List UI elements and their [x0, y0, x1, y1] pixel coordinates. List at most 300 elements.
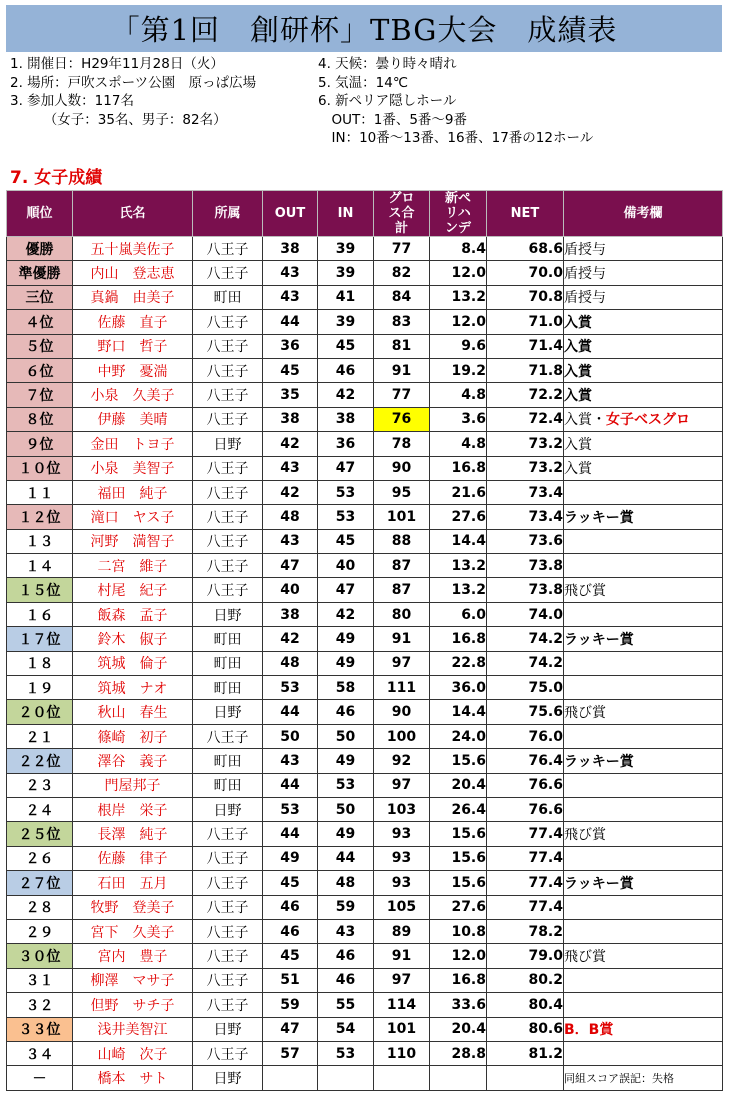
row-name: 佐藤 律子	[73, 846, 193, 870]
row-handicap: 27.6	[430, 895, 487, 919]
row-net: 70.8	[487, 285, 564, 309]
row-net: 72.4	[487, 407, 564, 431]
row-notes	[564, 554, 723, 578]
table-row	[7, 480, 723, 504]
row-in: 49	[318, 822, 374, 846]
table-row	[7, 651, 723, 675]
row-notes	[564, 871, 723, 895]
row-notes	[564, 651, 723, 675]
header-name: 氏名	[73, 191, 193, 237]
row-affiliation: 八王子	[193, 407, 263, 431]
row-in: 53	[318, 505, 374, 529]
results-table	[6, 190, 723, 1091]
row-net: 81.2	[487, 1041, 564, 1065]
row-name: 鈴木 俶子	[73, 627, 193, 651]
row-gross: 77	[374, 383, 430, 407]
row-note-text: 入賞	[564, 461, 592, 478]
row-affiliation: 町田	[193, 627, 263, 651]
row-note-award: B．B賞	[564, 1022, 614, 1039]
row-notes	[564, 700, 723, 724]
row-in: 47	[318, 578, 374, 602]
table-row	[7, 724, 723, 748]
row-in: 40	[318, 554, 374, 578]
table-row	[7, 749, 723, 773]
row-in: 55	[318, 993, 374, 1017]
row-net: 78.2	[487, 919, 564, 943]
row-in: 43	[318, 919, 374, 943]
row-in: 50	[318, 724, 374, 748]
row-rank: ２５位	[7, 822, 73, 846]
row-in: 39	[318, 310, 374, 334]
row-handicap: 16.8	[430, 456, 487, 480]
row-note-text: 盾授与	[564, 266, 606, 283]
row-gross: 91	[374, 358, 430, 382]
row-out: 44	[263, 773, 318, 797]
row-out: 44	[263, 700, 318, 724]
row-name: 浅井美智江	[73, 1017, 193, 1041]
row-affiliation: 八王子	[193, 554, 263, 578]
row-name: 筑城 ナオ	[73, 676, 193, 700]
row-note-text: ラッキー賞	[564, 753, 634, 770]
row-affiliation: 町田	[193, 676, 263, 700]
row-net: 77.4	[487, 846, 564, 870]
row-handicap: 19.2	[430, 358, 487, 382]
row-affiliation: 日野	[193, 797, 263, 821]
row-note-text: 飛び賞	[564, 705, 606, 722]
table-row	[7, 578, 723, 602]
row-handicap: 15.6	[430, 871, 487, 895]
row-out: 49	[263, 846, 318, 870]
row-note-text: ラッキー賞	[564, 509, 634, 526]
row-name: 但野 サチ子	[73, 993, 193, 1017]
row-rank: ６位	[7, 358, 73, 382]
row-in: 44	[318, 846, 374, 870]
row-gross: 90	[374, 456, 430, 480]
table-row	[7, 773, 723, 797]
row-rank: １５位	[7, 578, 73, 602]
row-net: 73.2	[487, 432, 564, 456]
row-affiliation: 八王子	[193, 895, 263, 919]
row-gross: 103	[374, 797, 430, 821]
row-rank: ９位	[7, 432, 73, 456]
row-out: 44	[263, 310, 318, 334]
row-in: 39	[318, 261, 374, 285]
row-in: 41	[318, 285, 374, 309]
row-in: 46	[318, 944, 374, 968]
row-rank: ２０位	[7, 700, 73, 724]
row-rank: ２６	[7, 846, 73, 870]
row-in: 49	[318, 627, 374, 651]
row-gross: 83	[374, 310, 430, 334]
row-net: 71.0	[487, 310, 564, 334]
row-handicap: 26.4	[430, 797, 487, 821]
row-rank: １３	[7, 529, 73, 553]
info-weather: 4. 天候：曇り時々晴れ	[318, 56, 457, 72]
row-name: 篠崎 初子	[73, 724, 193, 748]
row-notes	[564, 432, 723, 456]
row-out: 45	[263, 358, 318, 382]
row-rank: １４	[7, 554, 73, 578]
row-gross: 91	[374, 944, 430, 968]
row-name: 橋本 サト	[73, 1066, 193, 1090]
row-net: 80.4	[487, 993, 564, 1017]
row-gross: 88	[374, 529, 430, 553]
table-row	[7, 407, 723, 431]
row-notes	[564, 456, 723, 480]
row-notes	[564, 261, 723, 285]
row-net: 77.4	[487, 895, 564, 919]
row-net: 79.0	[487, 944, 564, 968]
row-out: 42	[263, 627, 318, 651]
row-affiliation: 八王子	[193, 310, 263, 334]
row-notes	[564, 993, 723, 1017]
row-gross: 114	[374, 993, 430, 1017]
row-gross: 97	[374, 773, 430, 797]
row-rank: ３２	[7, 993, 73, 1017]
row-rank: 準優勝	[7, 261, 73, 285]
row-gross: 93	[374, 822, 430, 846]
row-out: 59	[263, 993, 318, 1017]
row-rank: ２７位	[7, 871, 73, 895]
row-net: 71.4	[487, 334, 564, 358]
row-in: 39	[318, 237, 374, 261]
row-affiliation: 八王子	[193, 919, 263, 943]
row-net: 74.2	[487, 651, 564, 675]
row-notes	[564, 724, 723, 748]
event-info-right	[318, 56, 593, 149]
row-affiliation: 八王子	[193, 871, 263, 895]
row-out: 42	[263, 432, 318, 456]
row-net: 72.2	[487, 383, 564, 407]
row-net: 71.8	[487, 358, 564, 382]
row-name: 柳澤 マサ子	[73, 968, 193, 992]
row-gross: 81	[374, 334, 430, 358]
row-handicap: 27.6	[430, 505, 487, 529]
table-row	[7, 261, 723, 285]
row-out: 36	[263, 334, 318, 358]
row-notes	[564, 1017, 723, 1041]
row-in: 53	[318, 773, 374, 797]
row-affiliation: 日野	[193, 700, 263, 724]
row-out: 47	[263, 554, 318, 578]
row-net: 76.6	[487, 773, 564, 797]
row-net: 73.8	[487, 578, 564, 602]
row-notes	[564, 968, 723, 992]
row-gross: 93	[374, 846, 430, 870]
row-handicap: 6.0	[430, 602, 487, 626]
row-note-text: 盾授与	[564, 241, 606, 258]
row-name: 伊藤 美晴	[73, 407, 193, 431]
row-net: 80.2	[487, 968, 564, 992]
row-notes	[564, 1041, 723, 1065]
table-row	[7, 505, 723, 529]
row-rank: ２３	[7, 773, 73, 797]
row-rank: １８	[7, 651, 73, 675]
row-rank: ４位	[7, 310, 73, 334]
row-gross: 91	[374, 627, 430, 651]
row-handicap: 13.2	[430, 285, 487, 309]
row-handicap: 14.4	[430, 529, 487, 553]
row-net	[487, 1066, 564, 1090]
row-gross	[374, 1066, 430, 1090]
row-notes	[564, 480, 723, 504]
row-in: 50	[318, 797, 374, 821]
row-affiliation: 日野	[193, 602, 263, 626]
row-handicap: 15.6	[430, 846, 487, 870]
table-row	[7, 358, 723, 382]
row-affiliation: 町田	[193, 285, 263, 309]
row-in: 46	[318, 968, 374, 992]
row-name: 二宮 維子	[73, 554, 193, 578]
row-handicap: 9.6	[430, 334, 487, 358]
header-net: NET	[487, 191, 564, 237]
row-name: 宮内 豊子	[73, 944, 193, 968]
row-affiliation: 八王子	[193, 944, 263, 968]
row-affiliation: 八王子	[193, 456, 263, 480]
row-rank: ３３位	[7, 1017, 73, 1041]
row-gross: 105	[374, 895, 430, 919]
row-note-text: ラッキー賞	[564, 875, 634, 892]
header-notes: 備考欄	[564, 191, 723, 237]
row-in: 45	[318, 334, 374, 358]
row-affiliation: 八王子	[193, 822, 263, 846]
row-rank: 優勝	[7, 237, 73, 261]
row-notes	[564, 944, 723, 968]
row-rank: ８位	[7, 407, 73, 431]
row-name: 秋山 春生	[73, 700, 193, 724]
row-rank: ２８	[7, 895, 73, 919]
table-row	[7, 237, 723, 261]
row-gross: 100	[374, 724, 430, 748]
row-out: 50	[263, 724, 318, 748]
row-out: 38	[263, 237, 318, 261]
row-affiliation: 日野	[193, 432, 263, 456]
row-rank: ２２位	[7, 749, 73, 773]
section-title: 7. 女子成績	[10, 168, 103, 188]
row-handicap: 13.2	[430, 554, 487, 578]
table-row	[7, 993, 723, 1017]
row-out: 48	[263, 651, 318, 675]
row-handicap: 16.8	[430, 627, 487, 651]
row-affiliation: 町田	[193, 651, 263, 675]
row-net: 77.4	[487, 871, 564, 895]
table-row	[7, 895, 723, 919]
row-out: 43	[263, 285, 318, 309]
row-rank: １９	[7, 676, 73, 700]
table-row	[7, 944, 723, 968]
row-name: 河野 満智子	[73, 529, 193, 553]
row-out: 47	[263, 1017, 318, 1041]
row-out: 38	[263, 407, 318, 431]
row-handicap: 12.0	[430, 310, 487, 334]
row-name: 小泉 美智子	[73, 456, 193, 480]
row-out: 45	[263, 944, 318, 968]
row-name: 筑城 倫子	[73, 651, 193, 675]
row-gross: 78	[374, 432, 430, 456]
table-row	[7, 334, 723, 358]
row-in: 48	[318, 871, 374, 895]
row-note-text: 入賞	[564, 436, 592, 453]
row-affiliation: 八王子	[193, 480, 263, 504]
row-affiliation: 八王子	[193, 993, 263, 1017]
row-notes	[564, 1066, 723, 1090]
row-handicap: 4.8	[430, 432, 487, 456]
table-row	[7, 1017, 723, 1041]
row-in: 42	[318, 602, 374, 626]
row-notes	[564, 895, 723, 919]
table-row	[7, 432, 723, 456]
row-in: 36	[318, 432, 374, 456]
row-gross: 76	[374, 407, 430, 431]
row-handicap: 13.2	[430, 578, 487, 602]
row-gross: 110	[374, 1041, 430, 1065]
row-rank: １２位	[7, 505, 73, 529]
info-temperature: 5. 気温：14℃	[318, 74, 409, 91]
row-in: 59	[318, 895, 374, 919]
row-rank: －	[7, 1066, 73, 1090]
row-net: 73.2	[487, 456, 564, 480]
row-notes	[564, 358, 723, 382]
row-note-text: 同組スコア誤記：失格	[564, 1071, 674, 1085]
table-row	[7, 602, 723, 626]
row-notes	[564, 529, 723, 553]
row-affiliation: 八王子	[193, 578, 263, 602]
table-row	[7, 871, 723, 895]
row-notes	[564, 919, 723, 943]
info-date: 1. 開催日：H29年11月28日（火）	[10, 56, 224, 72]
info-hidden-holes: 6. 新ペリア隠しホール	[318, 93, 457, 109]
row-note-award: 女子ベスグロ	[606, 412, 690, 429]
row-rank: １１	[7, 480, 73, 504]
row-note-text: 飛び賞	[564, 949, 606, 966]
row-gross: 82	[374, 261, 430, 285]
table-row	[7, 456, 723, 480]
row-out: 38	[263, 602, 318, 626]
table-row	[7, 383, 723, 407]
row-net: 73.4	[487, 480, 564, 504]
row-affiliation: 八王子	[193, 358, 263, 382]
row-net: 73.8	[487, 554, 564, 578]
row-name: 長澤 純子	[73, 822, 193, 846]
row-handicap: 36.0	[430, 676, 487, 700]
row-rank: ７位	[7, 383, 73, 407]
row-handicap: 22.8	[430, 651, 487, 675]
row-notes	[564, 310, 723, 334]
row-out: 46	[263, 919, 318, 943]
info-in-holes: IN：10番～13番、16番、17番の12ホール	[318, 130, 594, 146]
row-notes	[564, 407, 723, 431]
row-name: 真鍋 由美子	[73, 285, 193, 309]
row-gross: 101	[374, 1017, 430, 1041]
row-handicap: 12.0	[430, 261, 487, 285]
row-out: 53	[263, 676, 318, 700]
row-notes	[564, 334, 723, 358]
table-row	[7, 822, 723, 846]
row-notes	[564, 797, 723, 821]
row-out: 53	[263, 797, 318, 821]
row-in: 54	[318, 1017, 374, 1041]
row-name: 野口 哲子	[73, 334, 193, 358]
row-rank: １７位	[7, 627, 73, 651]
row-in: 49	[318, 749, 374, 773]
row-out: 45	[263, 871, 318, 895]
table-row	[7, 310, 723, 334]
row-in: 45	[318, 529, 374, 553]
row-name: 内山 登志恵	[73, 261, 193, 285]
info-breakdown: （女子：35名、男子：82名）	[10, 111, 227, 128]
row-note-text: 入賞	[564, 363, 592, 380]
table-header-row	[7, 191, 723, 237]
row-net: 76.6	[487, 797, 564, 821]
table-row	[7, 919, 723, 943]
table-row	[7, 1041, 723, 1065]
row-rank: ３１	[7, 968, 73, 992]
event-info-left	[10, 56, 256, 130]
row-gross: 87	[374, 554, 430, 578]
row-gross: 97	[374, 968, 430, 992]
page-title: 「第1回 創研杯」TBG大会 成績表	[6, 5, 722, 52]
row-note-text: 飛び賞	[564, 827, 606, 844]
row-name: 福田 純子	[73, 480, 193, 504]
row-gross: 84	[374, 285, 430, 309]
row-handicap: 4.8	[430, 383, 487, 407]
row-in: 42	[318, 383, 374, 407]
row-name: 石田 五月	[73, 871, 193, 895]
row-in: 46	[318, 700, 374, 724]
row-name: 牧野 登美子	[73, 895, 193, 919]
row-notes	[564, 773, 723, 797]
header-handicap-label: 新ペリハンデ	[444, 191, 471, 236]
row-name: 五十嵐美佐子	[73, 237, 193, 261]
row-rank: ２１	[7, 724, 73, 748]
info-out-holes: OUT：1番、5番～9番	[318, 111, 468, 128]
table-row	[7, 554, 723, 578]
row-net: 74.0	[487, 602, 564, 626]
row-out: 46	[263, 895, 318, 919]
row-net: 73.6	[487, 529, 564, 553]
row-affiliation: 八王子	[193, 334, 263, 358]
row-affiliation: 八王子	[193, 1041, 263, 1065]
row-note-text: 盾授与	[564, 290, 606, 307]
row-net: 75.0	[487, 676, 564, 700]
row-gross: 80	[374, 602, 430, 626]
row-handicap: 14.4	[430, 700, 487, 724]
row-net: 77.4	[487, 822, 564, 846]
row-notes	[564, 627, 723, 651]
row-notes	[564, 676, 723, 700]
row-handicap: 33.6	[430, 993, 487, 1017]
row-out: 40	[263, 578, 318, 602]
row-gross: 77	[374, 237, 430, 261]
row-affiliation: 八王子	[193, 724, 263, 748]
row-name: 村尾 紀子	[73, 578, 193, 602]
row-notes	[564, 285, 723, 309]
row-out: 48	[263, 505, 318, 529]
table-row	[7, 1066, 723, 1090]
row-affiliation: 八王子	[193, 383, 263, 407]
row-notes	[564, 749, 723, 773]
row-affiliation: 八王子	[193, 505, 263, 529]
row-note-text: ラッキー賞	[564, 631, 634, 648]
row-name: 佐藤 直子	[73, 310, 193, 334]
table-row	[7, 797, 723, 821]
row-in: 53	[318, 1041, 374, 1065]
row-out: 57	[263, 1041, 318, 1065]
row-name: 金田 トヨ子	[73, 432, 193, 456]
row-handicap: 15.6	[430, 822, 487, 846]
row-affiliation: 八王子	[193, 846, 263, 870]
row-handicap: 28.8	[430, 1041, 487, 1065]
